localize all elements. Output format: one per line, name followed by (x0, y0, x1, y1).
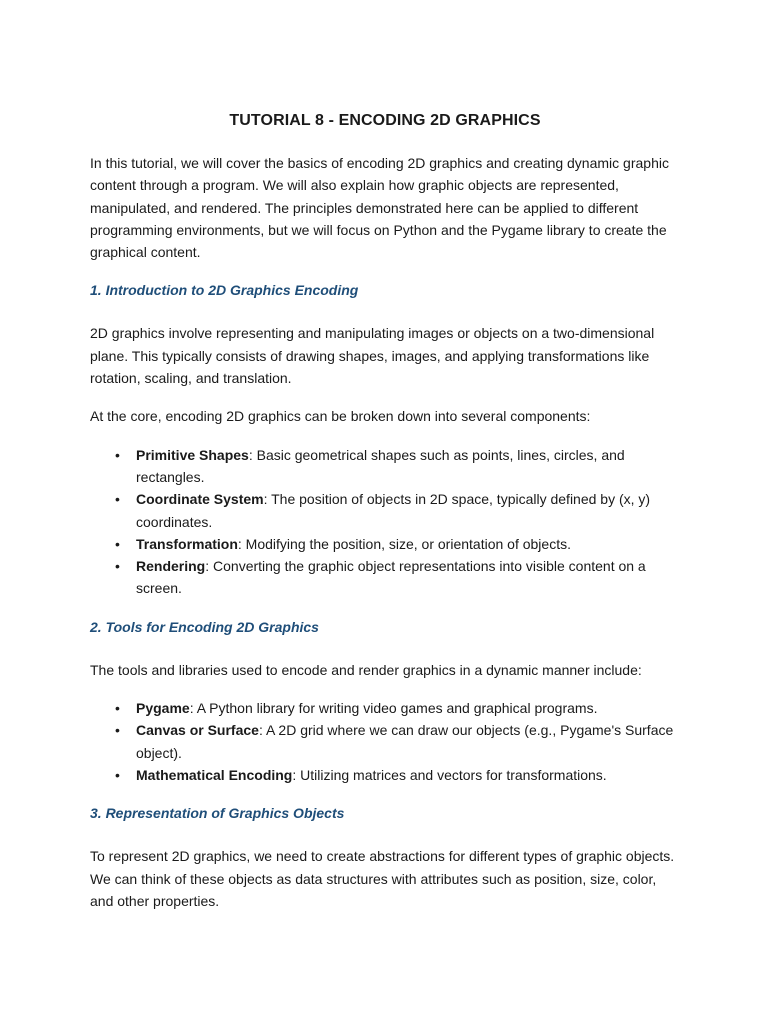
list-item-term: Canvas or Surface (136, 722, 259, 739)
list-item-description: : A Python library for writing video games and graphical programs. (189, 700, 598, 717)
list-item (115, 444, 680, 489)
section-1-paragraph-2: At the core, encoding 2D graphics can be broken down into several components: (90, 408, 591, 425)
section-1-heading: 1. Introduction to 2D Graphics Encoding (90, 282, 359, 299)
list-item (115, 719, 680, 764)
section-3-paragraph-1: To represent 2D graphics, we need to create abstractions for different types of graphic objects. We can think of these objects as data structures with attributes such as position, size, color, and other properties. (90, 848, 675, 909)
bullet-icon: • (115, 446, 120, 463)
list-item-description: : Utilizing matrices and vectors for transformations. (292, 766, 607, 783)
bullet-icon: • (115, 558, 120, 575)
list-item-term: Primitive Shapes (136, 446, 249, 463)
list-item-term: Coordinate System (136, 491, 264, 508)
list-item-term: Pygame (136, 700, 190, 717)
bullet-icon: • (115, 722, 120, 739)
list-item-description: : Basic geometrical shapes such as points, lines, circles, and rectangles. (136, 446, 625, 485)
section-2-list (90, 697, 680, 786)
bullet-icon: • (115, 766, 120, 783)
list-item (115, 555, 680, 600)
intro-paragraph: In this tutorial, we will cover the basics of encoding 2D graphics and creating dynamic graphic content through a program. We will also explain how graphic objects are represented, manipulated, and rendered. The principles demonstrated here can be applied to different programming environments, but we will focus on Python and the Pygame library to create the graphical content. (90, 155, 669, 261)
list-item-term: Mathematical Encoding (136, 766, 293, 783)
list-item (115, 488, 680, 533)
bullet-icon: • (115, 700, 120, 717)
document-page (90, 112, 680, 928)
list-item-description: : Modifying the position, size, or orientation of objects. (237, 535, 571, 552)
list-item-term: Rendering (136, 558, 206, 575)
section-2-paragraph-1: The tools and libraries used to encode and render graphics in a dynamic manner include: (90, 661, 642, 678)
section-2-heading: 2. Tools for Encoding 2D Graphics (90, 618, 319, 635)
bullet-icon: • (115, 535, 120, 552)
bullet-icon: • (115, 491, 120, 508)
list-item-description: : A 2D grid where we can draw our objects (e.g., Pygame's Surface object). (136, 722, 674, 761)
list-item (115, 697, 680, 719)
list-item (115, 764, 680, 786)
list-item-term: Transformation (136, 535, 238, 552)
list-item-description: : Converting the graphic object representations into visible content on a screen. (136, 558, 646, 597)
section-1-paragraph-1: 2D graphics involve representing and manipulating images or objects on a two-dimensional plane. This typically consists of drawing shapes, images, and applying transformations like rotation, scaling, and translation. (90, 325, 655, 387)
list-item-description: : The position of objects in 2D space, typically defined by (x, y) coordinates. (136, 491, 651, 530)
document-title: TUTORIAL 8 - ENCODING 2D GRAPHICS (229, 112, 541, 129)
section-1-list (90, 444, 680, 600)
list-item (115, 533, 680, 555)
section-3-heading: 3. Representation of Graphics Objects (90, 805, 345, 822)
